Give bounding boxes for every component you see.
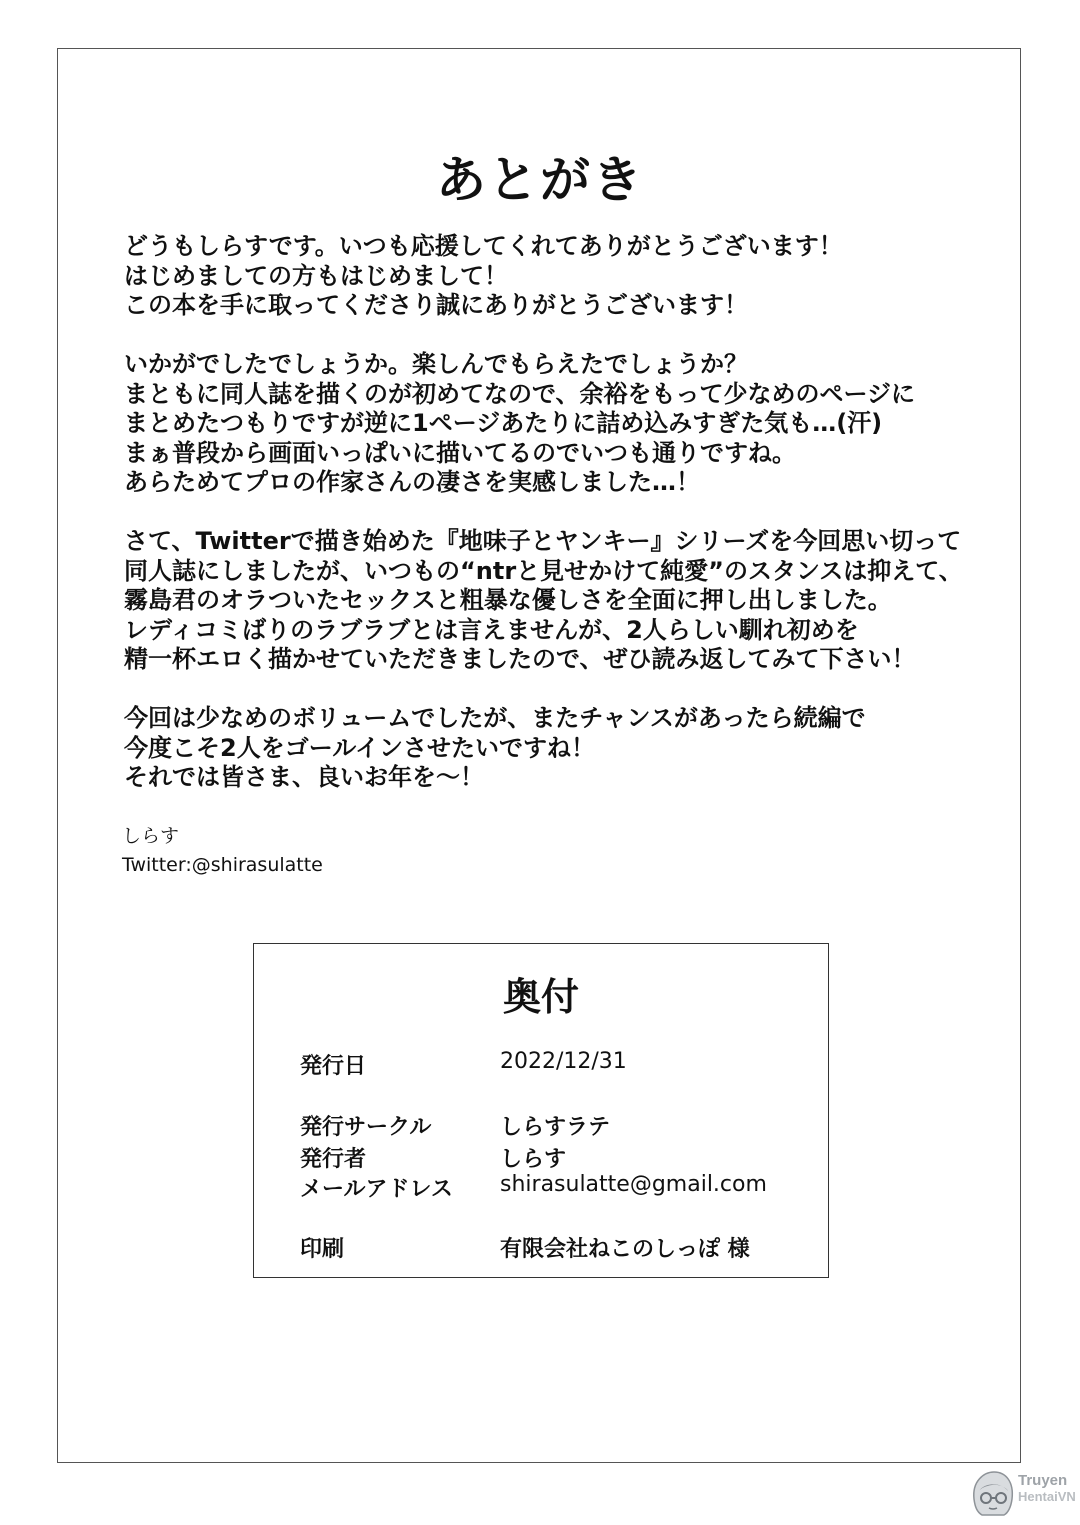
row-label: メールアドレス: [300, 1177, 453, 1202]
colophon-title: 奥付: [502, 975, 579, 1019]
text-line: レディコミばりのラブラブとは言えませんが、2人らしい馴れ初めを: [124, 615, 859, 644]
watermark-line1: Truyen: [1018, 1472, 1068, 1489]
text-line: どうもしらすです。いつも応援してくれてありがとうございます！: [124, 232, 843, 260]
row-label: 発行サークル: [300, 1115, 432, 1140]
page-title: あとがき: [436, 151, 644, 209]
text-line: 霧島君のオラついたセックスと粗暴な優しさを全面に押し出しました。: [124, 586, 892, 614]
row-label: 発行日: [300, 1054, 367, 1079]
text-line: 精一杯エロく描かせていただきましたので、ぜひ読み返してみて下さい！: [124, 645, 916, 673]
mascot-face-icon: [970, 1469, 1016, 1517]
author-name: しらす: [122, 825, 180, 847]
text-line: 今回は少なめのボリュームでしたが、またチャンスがあったら続編で: [124, 704, 866, 732]
row-value: 2022/12/31: [500, 1049, 627, 1074]
text-line: いかがでしたでしょうか。楽しんでもらえたでしょうか？: [124, 350, 748, 378]
row-value: しらす: [500, 1147, 567, 1172]
watermark-line2: HentaiVN: [1018, 1489, 1076, 1504]
row-value: しらすラテ: [500, 1115, 611, 1140]
paragraph-3: [124, 527, 1004, 675]
row-value: shirasulatte@gmail.com: [500, 1172, 767, 1197]
paragraph-2: [124, 350, 1004, 498]
text-line: それでは皆さま、良いお年を〜！: [124, 763, 484, 791]
text-line: この本を手に取ってくださり誠にありがとうございます！: [124, 291, 748, 319]
text-line: まとめたつもりですが逆に1ページあたりに詰め込みすぎた気も…(汗): [124, 409, 883, 437]
row-label: 印刷: [300, 1237, 345, 1262]
row-value: 有限会社ねこのしっぽ 様: [500, 1237, 750, 1262]
text-line: あらためてプロの作家さんの凄さを実感しました…！: [124, 468, 700, 496]
afterword-body: [124, 232, 1004, 793]
text-line: まともに同人誌を描くのが初めてなので、余裕をもって少なめのページに: [124, 379, 916, 408]
row-label: 発行者: [300, 1147, 367, 1172]
paragraph-4: [124, 704, 1004, 793]
paragraph-1: [124, 232, 1004, 321]
text-line: まぁ普段から画面いっぱいに描いてるのでいつも通りですね。: [124, 438, 796, 467]
text-line: 同人誌にしましたが、いつもの“ntrと見せかけて純愛”のスタンスは抑えて、: [124, 556, 963, 585]
text-line: はじめましての方もはじめまして！: [124, 261, 508, 290]
signature: [122, 822, 323, 880]
watermark-text: [1018, 1473, 1076, 1505]
twitter-handle: Twitter:@shirasulatte: [122, 854, 323, 876]
colophon-box: [253, 943, 829, 1278]
site-watermark: [968, 1467, 1076, 1519]
text-line: 今度こそ2人をゴールインさせたいですね！: [124, 733, 596, 762]
text-line: さて、Twitterで描き始めた『地味子とヤンキー』シリーズを今回思い切って: [124, 527, 962, 555]
